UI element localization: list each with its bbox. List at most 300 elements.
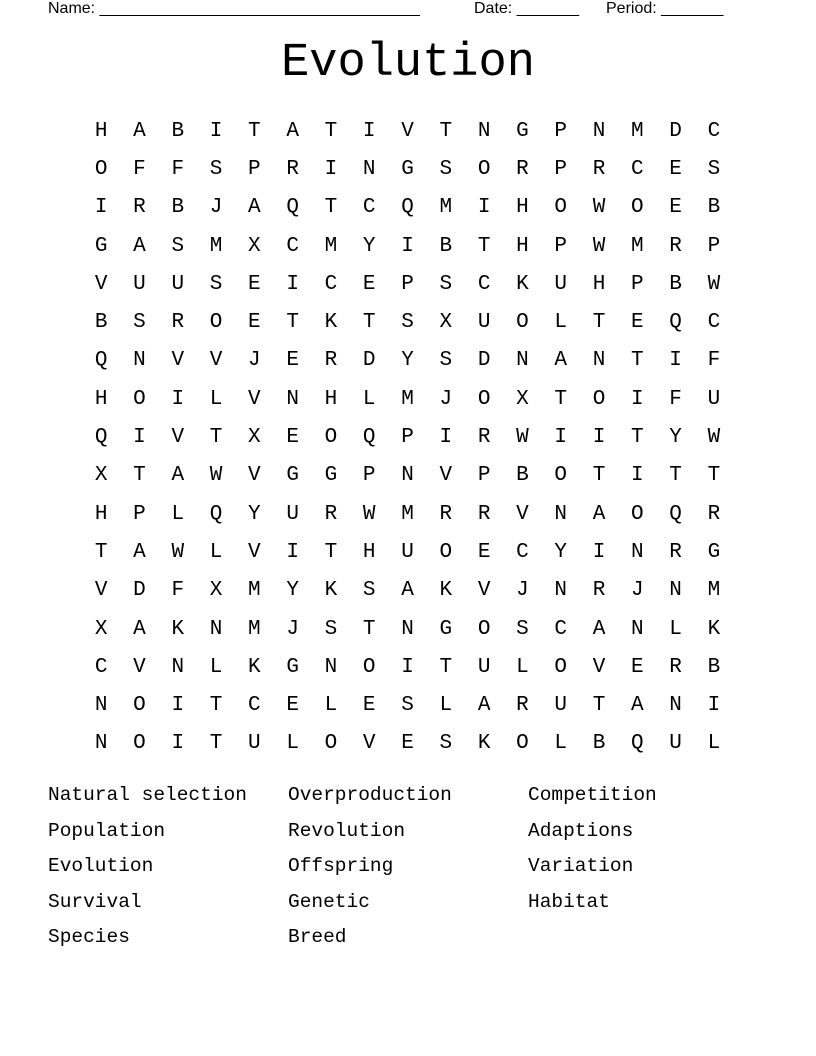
grid-letter[interactable]: Y bbox=[248, 502, 261, 526]
grid-letter[interactable]: I bbox=[94, 196, 108, 220]
grid-letter[interactable]: T bbox=[133, 464, 146, 488]
grid-letter[interactable]: R bbox=[707, 502, 721, 526]
grid-letter[interactable]: R bbox=[324, 349, 338, 373]
grid-letter[interactable]: O bbox=[554, 655, 568, 679]
grid-letter[interactable]: J bbox=[439, 387, 453, 411]
grid-letter[interactable]: L bbox=[516, 655, 529, 679]
grid-letter[interactable]: O bbox=[477, 387, 491, 411]
grid-letter[interactable]: D bbox=[477, 349, 491, 373]
page-title: Evolution bbox=[281, 37, 535, 90]
grid-letter[interactable]: A bbox=[286, 119, 299, 143]
grid-letter[interactable]: I bbox=[401, 234, 414, 258]
grid-letter[interactable]: A bbox=[592, 617, 606, 641]
grid-letter[interactable]: N bbox=[477, 119, 491, 143]
grid-letter[interactable]: V bbox=[592, 655, 606, 679]
grid-letter[interactable]: J bbox=[516, 579, 529, 603]
grid-letter[interactable]: D bbox=[133, 579, 146, 603]
grid-letter[interactable]: Q bbox=[362, 426, 376, 450]
grid-letter[interactable]: E bbox=[669, 157, 682, 181]
grid-letter[interactable]: I bbox=[362, 119, 376, 143]
grid-letter[interactable]: C bbox=[477, 272, 491, 296]
grid-letter[interactable]: S bbox=[401, 694, 414, 718]
grid-letter[interactable]: M bbox=[439, 196, 453, 220]
grid-letter[interactable]: N bbox=[401, 617, 414, 641]
word-bank-item: Revolution bbox=[288, 819, 406, 842]
grid-letter[interactable]: J bbox=[631, 579, 644, 603]
grid-letter[interactable]: T bbox=[477, 234, 491, 258]
grid-letter[interactable]: T bbox=[209, 732, 223, 756]
grid-letter[interactable]: T bbox=[669, 464, 682, 488]
grid-letter[interactable]: I bbox=[477, 196, 491, 220]
grid-letter[interactable]: V bbox=[401, 119, 414, 143]
grid-letter[interactable]: S bbox=[171, 234, 185, 258]
grid-letter[interactable]: J bbox=[286, 617, 299, 641]
grid-letter[interactable]: X bbox=[248, 234, 261, 258]
grid-letter[interactable]: G bbox=[439, 617, 453, 641]
grid-letter[interactable]: E bbox=[248, 272, 261, 296]
grid-letter[interactable]: S bbox=[439, 349, 453, 373]
grid-letter[interactable]: U bbox=[554, 694, 568, 718]
grid-letter[interactable]: O bbox=[133, 694, 146, 718]
grid-letter[interactable]: X bbox=[94, 464, 108, 488]
grid-letter[interactable]: O bbox=[133, 732, 146, 756]
word-bank-item: Offspring bbox=[288, 855, 394, 878]
grid-letter[interactable]: J bbox=[248, 349, 261, 373]
grid-letter[interactable]: I bbox=[631, 464, 644, 488]
grid-letter[interactable]: V bbox=[248, 464, 261, 488]
grid-letter[interactable]: S bbox=[324, 617, 338, 641]
grid-letter[interactable]: T bbox=[362, 311, 376, 335]
grid-letter[interactable]: N bbox=[209, 617, 223, 641]
grid-letter[interactable]: V bbox=[94, 579, 108, 603]
grid-letter[interactable]: H bbox=[592, 272, 606, 296]
grid-letter[interactable]: F bbox=[707, 349, 721, 373]
grid-letter[interactable]: P bbox=[401, 426, 414, 450]
grid-letter[interactable]: N bbox=[516, 349, 529, 373]
grid-letter[interactable]: G bbox=[707, 540, 721, 564]
grid-letter[interactable]: T bbox=[324, 119, 338, 143]
grid-letter[interactable]: L bbox=[362, 387, 376, 411]
grid-letter[interactable]: K bbox=[171, 617, 185, 641]
grid-letter[interactable]: R bbox=[286, 157, 299, 181]
grid-letter[interactable]: O bbox=[477, 617, 491, 641]
grid-letter[interactable]: K bbox=[477, 732, 491, 756]
grid-letter[interactable]: O bbox=[516, 732, 529, 756]
grid-letter[interactable]: P bbox=[707, 234, 721, 258]
grid-letter[interactable]: N bbox=[94, 694, 108, 718]
grid-letter[interactable]: O bbox=[439, 540, 453, 564]
grid-letter[interactable]: H bbox=[94, 387, 108, 411]
grid-letter[interactable]: W bbox=[592, 196, 606, 220]
grid-letter[interactable]: L bbox=[669, 617, 682, 641]
grid-letter[interactable]: A bbox=[248, 196, 261, 220]
grid-letter[interactable]: W bbox=[707, 272, 721, 296]
grid-letter[interactable]: O bbox=[324, 732, 338, 756]
grid-letter[interactable]: X bbox=[209, 579, 223, 603]
grid-letter[interactable]: C bbox=[707, 311, 721, 335]
grid-letter[interactable]: M bbox=[707, 579, 721, 603]
grid-letter[interactable]: V bbox=[516, 502, 529, 526]
grid-letter[interactable]: C bbox=[362, 196, 376, 220]
grid-letter[interactable]: S bbox=[209, 272, 223, 296]
grid-letter[interactable]: V bbox=[171, 426, 185, 450]
grid-letter[interactable]: O bbox=[592, 387, 606, 411]
grid-letter[interactable]: W bbox=[209, 464, 223, 488]
grid-letter[interactable]: X bbox=[94, 617, 108, 641]
grid-letter[interactable]: A bbox=[133, 617, 146, 641]
grid-letter[interactable]: K bbox=[248, 655, 261, 679]
grid-letter[interactable]: Y bbox=[286, 579, 299, 603]
grid-letter[interactable]: M bbox=[401, 502, 414, 526]
grid-letter[interactable]: X bbox=[516, 387, 529, 411]
grid-letter[interactable]: V bbox=[94, 272, 108, 296]
grid-letter[interactable]: R bbox=[669, 234, 682, 258]
grid-letter[interactable]: P bbox=[362, 464, 376, 488]
grid-letter[interactable]: A bbox=[401, 579, 414, 603]
grid-letter[interactable]: Q bbox=[209, 502, 223, 526]
grid-letter[interactable]: L bbox=[171, 502, 185, 526]
grid-letter[interactable]: M bbox=[248, 617, 261, 641]
grid-letter[interactable]: S bbox=[516, 617, 529, 641]
grid-letter[interactable]: X bbox=[248, 426, 261, 450]
grid-letter[interactable]: N bbox=[631, 540, 644, 564]
grid-row bbox=[82, 303, 733, 341]
grid-letter[interactable]: A bbox=[554, 349, 568, 373]
grid-letter[interactable]: W bbox=[516, 426, 529, 450]
grid-letter[interactable]: Q bbox=[94, 349, 108, 373]
grid-letter[interactable]: V bbox=[477, 579, 491, 603]
grid-letter[interactable]: G bbox=[401, 157, 414, 181]
grid-letter[interactable]: O bbox=[516, 311, 529, 335]
grid-letter[interactable]: T bbox=[631, 349, 644, 373]
grid-letter[interactable]: A bbox=[592, 502, 606, 526]
grid-letter[interactable]: N bbox=[324, 655, 338, 679]
grid-letter[interactable]: L bbox=[209, 655, 223, 679]
grid-letter[interactable]: C bbox=[554, 617, 568, 641]
grid-letter[interactable]: P bbox=[554, 119, 568, 143]
grid-letter[interactable]: G bbox=[324, 464, 338, 488]
grid-letter[interactable]: P bbox=[477, 464, 491, 488]
grid-letter[interactable]: T bbox=[362, 617, 376, 641]
grid-letter[interactable]: U bbox=[554, 272, 568, 296]
grid-letter[interactable]: T bbox=[209, 426, 223, 450]
grid-letter[interactable]: L bbox=[439, 694, 453, 718]
grid-letter[interactable]: I bbox=[133, 426, 146, 450]
grid-letter[interactable]: N bbox=[592, 119, 606, 143]
grid-letter[interactable]: O bbox=[133, 387, 146, 411]
grid-letter[interactable]: P bbox=[401, 272, 414, 296]
grid-letter[interactable]: N bbox=[94, 732, 108, 756]
grid-letter[interactable]: I bbox=[324, 157, 338, 181]
grid-letter[interactable]: T bbox=[324, 196, 338, 220]
grid-letter[interactable]: W bbox=[592, 234, 606, 258]
grid-letter[interactable]: C bbox=[707, 119, 721, 143]
grid-letter[interactable]: R bbox=[592, 157, 606, 181]
grid-letter[interactable]: T bbox=[286, 311, 299, 335]
grid-letter[interactable]: U bbox=[477, 311, 491, 335]
grid-letter[interactable]: U bbox=[707, 387, 721, 411]
grid-letter[interactable]: H bbox=[324, 387, 338, 411]
grid-letter[interactable]: N bbox=[554, 579, 568, 603]
grid-letter[interactable]: V bbox=[248, 387, 261, 411]
grid-letter[interactable]: E bbox=[401, 732, 414, 756]
grid-letter[interactable]: K bbox=[439, 579, 453, 603]
grid-letter[interactable]: T bbox=[592, 311, 606, 335]
grid-letter[interactable]: R bbox=[439, 502, 453, 526]
grid-letter[interactable]: R bbox=[669, 540, 682, 564]
grid-letter[interactable]: S bbox=[707, 157, 721, 181]
grid-letter[interactable]: R bbox=[324, 502, 338, 526]
grid-letter[interactable]: A bbox=[631, 694, 644, 718]
grid-letter[interactable]: I bbox=[171, 387, 185, 411]
grid-letter[interactable]: C bbox=[94, 655, 108, 679]
grid-row bbox=[82, 227, 733, 265]
grid-letter[interactable]: T bbox=[631, 426, 644, 450]
grid-letter[interactable]: N bbox=[669, 579, 682, 603]
grid-letter[interactable]: N bbox=[286, 387, 299, 411]
grid-letter[interactable]: B bbox=[171, 196, 185, 220]
grid-letter[interactable]: N bbox=[362, 157, 376, 181]
grid-letter[interactable]: F bbox=[133, 157, 146, 181]
grid-letter[interactable]: O bbox=[324, 426, 338, 450]
grid-letter[interactable]: Q bbox=[631, 732, 644, 756]
grid-letter[interactable]: T bbox=[554, 387, 568, 411]
grid-letter[interactable]: C bbox=[248, 694, 261, 718]
grid-letter[interactable]: T bbox=[209, 694, 223, 718]
grid-letter[interactable]: Y bbox=[362, 234, 376, 258]
grid-letter[interactable]: F bbox=[171, 157, 185, 181]
grid-letter[interactable]: L bbox=[554, 311, 568, 335]
grid-letter[interactable]: B bbox=[707, 655, 721, 679]
grid-letter[interactable]: P bbox=[554, 157, 568, 181]
grid-letter[interactable]: T bbox=[439, 655, 453, 679]
grid-letter[interactable]: I bbox=[631, 387, 644, 411]
grid-letter[interactable]: O bbox=[477, 157, 491, 181]
grid-letter[interactable]: I bbox=[592, 426, 606, 450]
grid-letter[interactable]: R bbox=[669, 655, 682, 679]
grid-letter[interactable]: I bbox=[209, 119, 223, 143]
grid-letter[interactable]: W bbox=[171, 540, 185, 564]
grid-letter[interactable]: L bbox=[324, 694, 338, 718]
grid-letter[interactable]: E bbox=[669, 196, 682, 220]
grid-letter[interactable]: F bbox=[669, 387, 682, 411]
grid-letter[interactable]: C bbox=[324, 272, 338, 296]
grid-letter[interactable]: M bbox=[401, 387, 414, 411]
grid-letter[interactable]: J bbox=[209, 196, 223, 220]
grid-letter[interactable]: B bbox=[516, 464, 529, 488]
grid-letter[interactable]: E bbox=[631, 655, 644, 679]
grid-letter[interactable]: P bbox=[631, 272, 644, 296]
grid-letter[interactable]: E bbox=[286, 694, 299, 718]
grid-letter[interactable]: F bbox=[171, 579, 185, 603]
grid-letter[interactable]: R bbox=[516, 157, 529, 181]
grid-letter[interactable]: X bbox=[439, 311, 453, 335]
grid-letter[interactable]: Y bbox=[554, 540, 568, 564]
name-field-label[interactable]: Name: ____________________________________ bbox=[48, 0, 420, 17]
grid-letter[interactable]: L bbox=[554, 732, 568, 756]
grid-letter[interactable]: N bbox=[133, 349, 146, 373]
grid-letter[interactable]: O bbox=[631, 196, 644, 220]
grid-letter[interactable]: S bbox=[401, 311, 414, 335]
grid-letter[interactable]: V bbox=[133, 655, 146, 679]
grid-letter[interactable]: H bbox=[94, 119, 108, 143]
grid-letter[interactable]: L bbox=[209, 387, 223, 411]
grid-letter[interactable]: N bbox=[592, 349, 606, 373]
grid-letter[interactable]: W bbox=[707, 426, 721, 450]
period-field-label[interactable]: Period: _______ bbox=[606, 0, 724, 17]
grid-letter[interactable]: K bbox=[324, 311, 338, 335]
grid-letter[interactable]: V bbox=[209, 349, 223, 373]
grid-letter[interactable]: K bbox=[516, 272, 529, 296]
grid-letter[interactable]: E bbox=[362, 272, 376, 296]
grid-letter[interactable]: B bbox=[707, 196, 721, 220]
grid-letter[interactable]: R bbox=[133, 196, 146, 220]
grid-letter[interactable]: C bbox=[631, 157, 644, 181]
grid-letter[interactable]: B bbox=[669, 272, 682, 296]
grid-letter[interactable]: I bbox=[439, 426, 453, 450]
grid-letter[interactable]: S bbox=[133, 311, 146, 335]
grid-letter[interactable]: C bbox=[516, 540, 529, 564]
date-field-label[interactable]: Date: _______ bbox=[474, 0, 579, 17]
grid-letter[interactable]: I bbox=[401, 655, 414, 679]
grid-letter[interactable]: T bbox=[248, 119, 261, 143]
grid-letter[interactable]: T bbox=[592, 464, 606, 488]
grid-letter[interactable]: M bbox=[324, 234, 338, 258]
grid-letter[interactable]: Q bbox=[669, 502, 682, 526]
grid-letter[interactable]: T bbox=[592, 694, 606, 718]
grid-letter[interactable]: N bbox=[669, 694, 682, 718]
grid-letter[interactable]: I bbox=[171, 694, 185, 718]
grid-letter[interactable]: A bbox=[477, 694, 491, 718]
grid-letter[interactable]: Q bbox=[286, 196, 299, 220]
grid-letter[interactable]: R bbox=[592, 579, 606, 603]
grid-letter[interactable]: I bbox=[171, 732, 185, 756]
grid-letter[interactable]: O bbox=[631, 502, 644, 526]
grid-letter[interactable]: Q bbox=[94, 426, 108, 450]
grid-letter[interactable]: B bbox=[94, 311, 108, 335]
grid-letter[interactable]: W bbox=[362, 502, 376, 526]
grid-letter[interactable]: S bbox=[439, 272, 453, 296]
grid-letter[interactable]: E bbox=[362, 694, 376, 718]
grid-letter[interactable]: H bbox=[94, 502, 108, 526]
grid-letter[interactable]: U bbox=[669, 732, 682, 756]
grid-letter[interactable]: V bbox=[171, 349, 185, 373]
grid-letter[interactable]: Y bbox=[669, 426, 682, 450]
grid-letter[interactable]: R bbox=[477, 502, 491, 526]
grid-letter[interactable]: A bbox=[171, 464, 185, 488]
grid-letter[interactable]: B bbox=[439, 234, 453, 258]
grid-letter[interactable]: B bbox=[171, 119, 185, 143]
grid-letter[interactable]: T bbox=[324, 540, 338, 564]
grid-letter[interactable]: Q bbox=[669, 311, 682, 335]
grid-letter[interactable]: H bbox=[516, 196, 529, 220]
grid-letter[interactable]: S bbox=[439, 157, 453, 181]
grid-letter[interactable]: I bbox=[286, 540, 299, 564]
grid-letter[interactable]: T bbox=[707, 464, 721, 488]
grid-letter[interactable]: N bbox=[631, 617, 644, 641]
grid-letter[interactable]: D bbox=[362, 349, 376, 373]
grid-letter[interactable]: S bbox=[439, 732, 453, 756]
grid-letter[interactable]: I bbox=[707, 694, 721, 718]
grid-letter[interactable]: M bbox=[631, 234, 644, 258]
grid-letter[interactable]: E bbox=[286, 426, 299, 450]
grid-letter[interactable]: L bbox=[286, 732, 299, 756]
grid-letter[interactable]: K bbox=[707, 617, 721, 641]
grid-letter[interactable]: E bbox=[248, 311, 261, 335]
grid-letter[interactable]: O bbox=[554, 464, 568, 488]
grid-letter[interactable]: M bbox=[631, 119, 644, 143]
grid-letter[interactable]: U bbox=[401, 540, 414, 564]
grid-letter[interactable]: U bbox=[133, 272, 146, 296]
grid-letter[interactable]: P bbox=[554, 234, 568, 258]
grid-letter[interactable]: P bbox=[133, 502, 146, 526]
grid-letter[interactable]: O bbox=[362, 655, 376, 679]
grid-letter[interactable]: T bbox=[94, 540, 108, 564]
grid-letter[interactable]: U bbox=[286, 502, 299, 526]
grid-letter[interactable]: G bbox=[286, 464, 299, 488]
grid-letter[interactable]: O bbox=[209, 311, 223, 335]
grid-letter[interactable]: M bbox=[209, 234, 223, 258]
grid-letter[interactable]: I bbox=[286, 272, 299, 296]
grid-row bbox=[82, 572, 733, 610]
grid-letter[interactable]: N bbox=[171, 655, 185, 679]
grid-letter[interactable]: A bbox=[133, 234, 146, 258]
grid-letter[interactable]: C bbox=[286, 234, 299, 258]
grid-letter[interactable]: A bbox=[133, 540, 146, 564]
grid-letter[interactable]: E bbox=[631, 311, 644, 335]
grid-letter[interactable]: G bbox=[286, 655, 299, 679]
grid-letter[interactable]: Y bbox=[401, 349, 414, 373]
grid-letter[interactable]: U bbox=[248, 732, 261, 756]
grid-letter[interactable]: O bbox=[94, 157, 108, 181]
grid-letter[interactable]: Q bbox=[401, 196, 414, 220]
grid-letter[interactable]: U bbox=[477, 655, 491, 679]
grid-letter[interactable]: R bbox=[171, 311, 185, 335]
grid-letter[interactable]: T bbox=[439, 119, 453, 143]
grid-letter[interactable]: G bbox=[516, 119, 529, 143]
grid-letter[interactable]: S bbox=[362, 579, 376, 603]
grid-letter[interactable]: I bbox=[669, 349, 682, 373]
grid-letter[interactable]: R bbox=[477, 426, 491, 450]
grid-letter[interactable]: I bbox=[592, 540, 606, 564]
grid-letter[interactable]: N bbox=[554, 502, 568, 526]
grid-letter[interactable]: H bbox=[516, 234, 529, 258]
grid-letter[interactable]: H bbox=[362, 540, 376, 564]
grid-letter[interactable]: U bbox=[171, 272, 185, 296]
grid-letter[interactable]: A bbox=[133, 119, 146, 143]
word-bank-item: Survival bbox=[48, 890, 142, 913]
grid-letter[interactable]: D bbox=[669, 119, 682, 143]
grid-letter[interactable]: L bbox=[209, 540, 223, 564]
grid-letter[interactable]: V bbox=[248, 540, 261, 564]
grid-letter[interactable]: R bbox=[516, 694, 529, 718]
grid-letter[interactable]: M bbox=[248, 579, 261, 603]
grid-letter[interactable]: O bbox=[554, 196, 568, 220]
grid-row bbox=[82, 189, 733, 227]
grid-letter[interactable]: I bbox=[554, 426, 568, 450]
grid-letter[interactable]: B bbox=[592, 732, 606, 756]
grid-letter[interactable]: L bbox=[707, 732, 721, 756]
grid-letter[interactable]: P bbox=[248, 157, 261, 181]
grid-letter[interactable]: N bbox=[401, 464, 414, 488]
grid-letter[interactable]: V bbox=[362, 732, 376, 756]
grid-letter[interactable]: S bbox=[209, 157, 223, 181]
grid-letter[interactable]: V bbox=[439, 464, 453, 488]
grid-letter[interactable]: K bbox=[324, 579, 338, 603]
grid-letter[interactable]: G bbox=[94, 234, 108, 258]
grid-letter[interactable]: E bbox=[286, 349, 299, 373]
grid-letter[interactable]: E bbox=[477, 540, 491, 564]
